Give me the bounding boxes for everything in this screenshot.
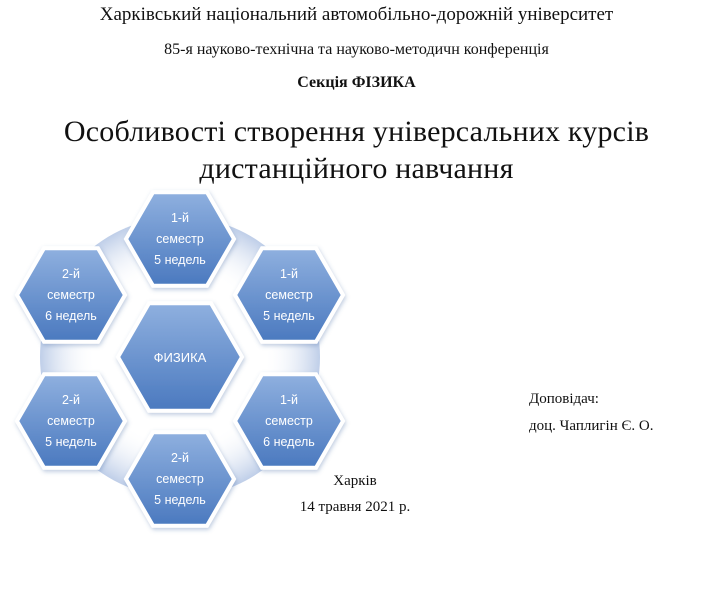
semester-hexagon-label: 1-й [170,211,190,225]
speaker-block [529,386,654,440]
semester-hexagon-label: 1-й [279,267,299,281]
presentation-title-line-1: Особливості створення універсальних курсів [63,115,650,148]
semester-hexagon-label: семестр [47,414,95,428]
speaker-label: Доповідач: [529,391,599,407]
semester-hexagon-label: семестр [156,472,204,486]
center-hexagon-label: ФИЗИКА [153,350,207,365]
semester-hexagon-label: семестр [156,232,204,246]
semester-hexagon-label: 6 недель [45,309,97,323]
presentation-date: 14 травня 2021 р. [299,499,411,515]
semester-hexagon-label: семестр [265,414,313,428]
location-date-block [265,468,445,520]
semester-hexagon-label: 5 недель [154,253,206,267]
semester-hexagon-label: 5 недель [263,309,315,323]
city-name: Харків [333,473,377,489]
semester-hexagon-label: семестр [265,288,313,302]
semester-hexagon-label: 5 недель [154,493,206,507]
conference-name: 85-я науково-технічна та науково-методичн конференція [164,41,549,58]
speaker-name: доц. Чаплигін Є. О. [529,418,654,434]
section-name: Секція ФІЗИКА [297,74,416,91]
presentation-title-line-2: дистанційного навчання [199,152,514,185]
semester-hexagon-label: семестр [47,288,95,302]
semester-hexagon-label: 2-й [61,393,81,407]
semester-hexagon-label: 1-й [279,393,299,407]
university-name: Харківський національний автомобільно-дорожній університет [99,4,614,25]
semester-hexagon-label: 6 недель [263,435,315,449]
semester-hexagon-label: 5 недель [45,435,97,449]
semester-hexagon-label: 2-й [170,451,190,465]
semester-hexagon-label: 2-й [61,267,81,281]
